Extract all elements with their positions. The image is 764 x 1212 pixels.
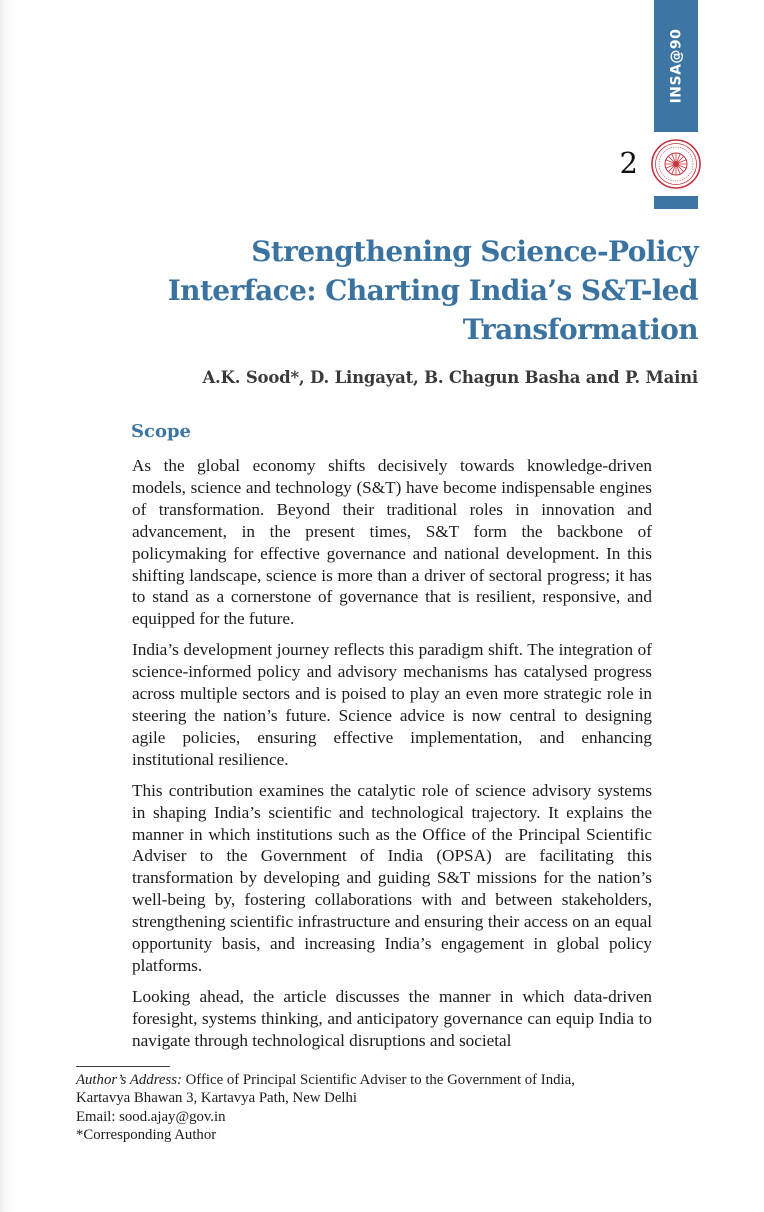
insa-seal-icon [650,138,702,190]
accent-bar [654,196,698,209]
footnote-divider [76,1066,170,1067]
paragraph: As the global economy shifts decisively towards knowledge-driven models, science and technology (S&T) have become indispensable engines of transformation. Beyond their traditional roles in innovation and advancement, in the present times, S&T form the backbone of policymaking for effective governance and national development. In this shifting landscape, science is more than a driver of sectoral progress; it has to stand as a cornerstone of governance that is resilient, responsive, and equipped for the future. [132,456,652,629]
address-label: Author’s Address: [76,1072,182,1088]
author-email: Email: sood.ajay@gov.in [76,1108,226,1125]
side-tab [654,0,698,132]
corresponding-author-note: *Corresponding Author [76,1127,217,1144]
address-line-1: Office of Principal Scientific Adviser to the Government of India, [181,1072,575,1088]
title-line: Strengthening Science-Policy [251,235,698,268]
body-text [132,455,652,1061]
article-title [138,232,698,349]
chapter-number: 2 [619,146,638,180]
side-tab-label: INSA@90 [668,28,685,104]
address-line-2: Kartavya Bhawan 3, Kartavya Path, New Delhi [76,1090,358,1107]
paragraph: India’s development journey reflects this paradigm shift. The integration of science-informed policy and advisory mechanisms has catalysed progress across multiple sectors and is poised to play an even more strategic role in steering the nation’s future. Science advice is now central to designing agile policies, ensuring effective implementation, and enhancing institutional resilience. [132,640,652,769]
paragraph: This contribution examines the catalytic role of science advisory systems in shaping India’s scientific and technological trajectory. It explains the manner in which institutions such as the Office of the Principal Scientific Adviser to the Government of India (OPSA) are facilitating this transformation by developing and guiding S&T missions for the nation’s well-being by, fostering collaborations with and between stakeholders, strengthening scientific infrastructure and ensuring their access on an equal opportunity basis, and increasing India’s engagement in global policy platforms. [132,780,652,975]
author-address [76,1071,676,1089]
authors: A.K. Sood*, D. Lingayat, B. Chagun Basha and P. Maini [202,368,698,387]
paragraph: Looking ahead, the article discusses the manner in which data-driven foresight, systems thinking, and anticipatory governance can equip India to navigate through technological disruptions and societal [132,986,652,1050]
section-heading: Scope [131,421,192,442]
title-line: Interface: Charting India’s S&T-led [167,274,698,307]
footnote [76,1071,676,1145]
title-line: Transformation [462,313,698,346]
